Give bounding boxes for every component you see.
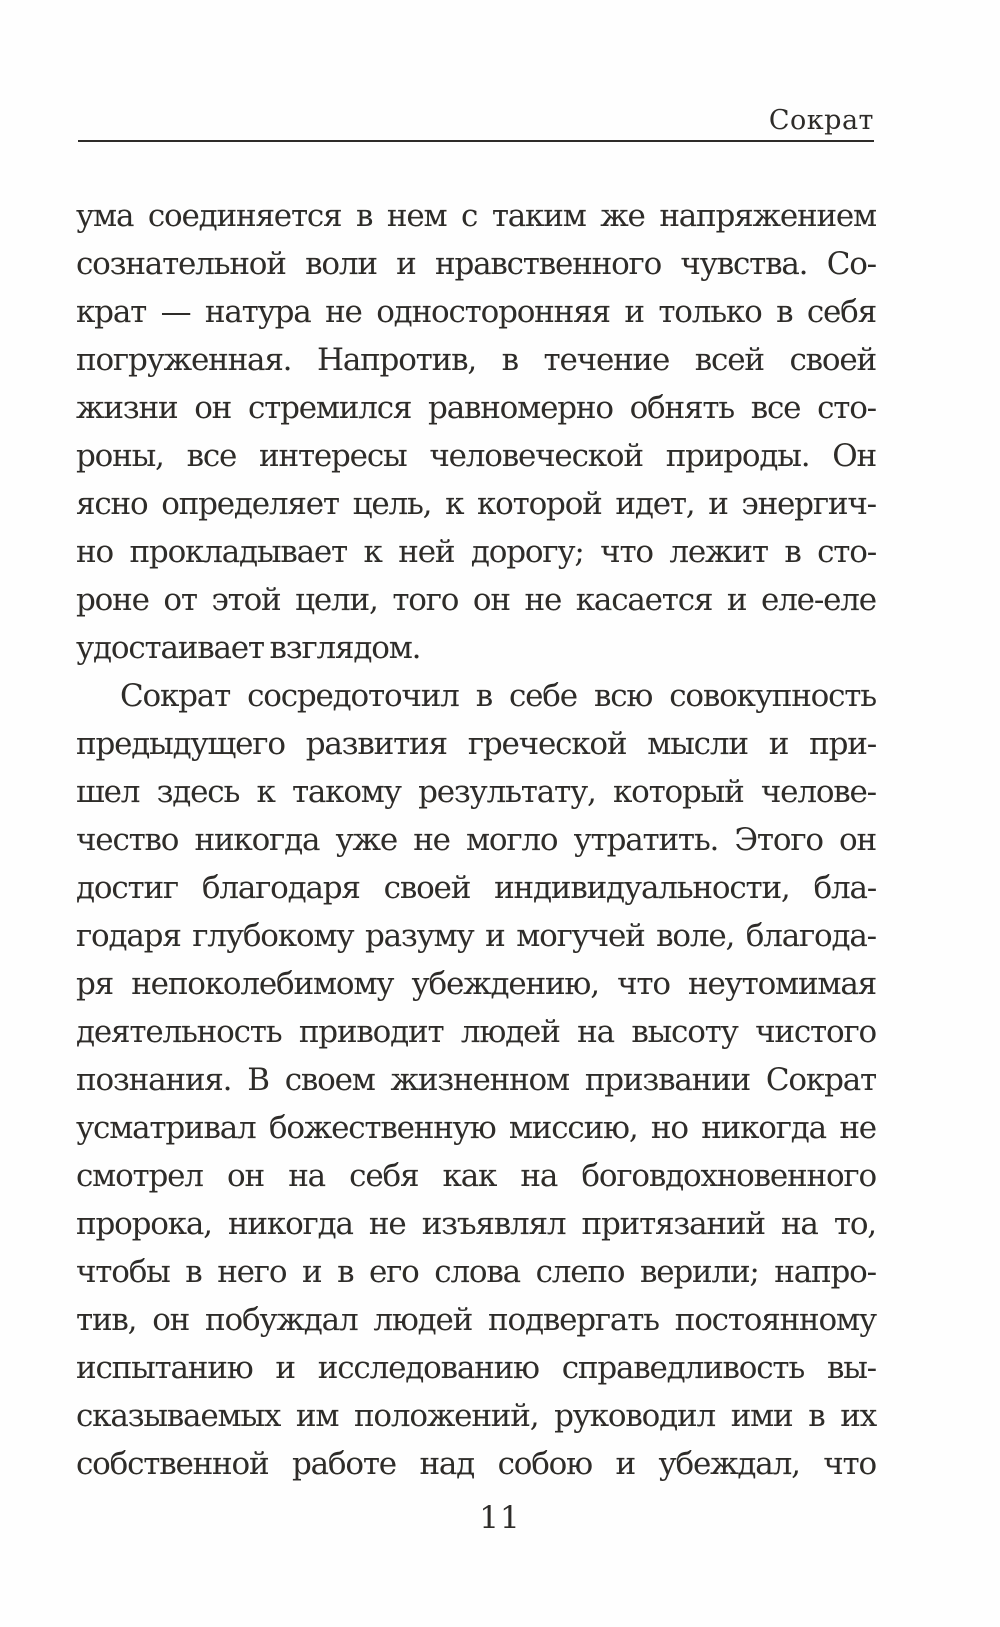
text-line — [76, 1056, 876, 1104]
text-line — [76, 816, 876, 864]
word: в — [501, 342, 518, 378]
word: в — [776, 294, 793, 330]
word: челове- — [760, 774, 876, 810]
word: такому — [291, 774, 401, 810]
word: роны, — [76, 438, 164, 474]
word: сосредоточил — [247, 678, 459, 714]
word: исследованию — [317, 1350, 539, 1386]
word: нравственного — [435, 246, 662, 282]
text-line — [76, 480, 876, 528]
text-line — [76, 432, 876, 480]
word: в — [475, 678, 492, 714]
word: в — [356, 198, 373, 234]
word: могло — [466, 822, 558, 858]
word: не — [839, 1110, 876, 1146]
word: при- — [809, 726, 876, 762]
page-number: 11 — [479, 1500, 521, 1536]
word: верили; — [639, 1254, 759, 1290]
word: цель, — [352, 486, 432, 522]
word: достиг — [76, 870, 178, 906]
word: стремился — [247, 390, 412, 426]
word: уже — [335, 822, 397, 858]
word: же — [600, 198, 645, 234]
text-line — [76, 192, 876, 240]
word: к — [363, 534, 382, 570]
text-line — [76, 960, 876, 1008]
text-line: удостаивает взглядом. — [76, 630, 421, 666]
word: постоянному — [674, 1302, 876, 1338]
word: и — [768, 726, 789, 762]
word: него — [217, 1254, 287, 1290]
word: подвергать — [488, 1302, 659, 1338]
word: напро- — [774, 1254, 876, 1290]
word: греческой — [467, 726, 627, 762]
text-line — [76, 1296, 876, 1344]
word: шел — [76, 774, 140, 810]
word: цели, — [295, 582, 378, 618]
word: сто- — [817, 534, 876, 570]
word: дорогу; — [470, 534, 584, 570]
word: годаря — [76, 918, 181, 954]
word: ими — [730, 1398, 793, 1434]
word: касается — [575, 582, 713, 618]
text-line — [76, 768, 876, 816]
word: лежит — [669, 534, 768, 570]
word: жизненном — [390, 1062, 569, 1098]
word: познания. — [76, 1062, 232, 1098]
word: еле-еле — [761, 582, 876, 618]
word: напряжением — [659, 198, 876, 234]
body-text — [76, 192, 876, 1488]
text-line — [76, 1152, 876, 1200]
word: ума — [76, 198, 134, 234]
word: соединяется — [147, 198, 342, 234]
word: и — [615, 1446, 635, 1482]
word: ясно — [76, 486, 148, 522]
word: не — [413, 822, 450, 858]
word: с — [461, 198, 478, 234]
word: никогда — [227, 1206, 353, 1242]
word: нем — [386, 198, 447, 234]
word: и — [726, 582, 747, 618]
word: чистого — [755, 1014, 876, 1050]
word: и — [624, 294, 644, 330]
word: сто- — [817, 390, 876, 426]
word: Со- — [826, 246, 876, 282]
word: убеждению, — [411, 966, 599, 1002]
word: к — [445, 486, 464, 522]
word: в — [337, 1254, 354, 1290]
word: могучей — [516, 918, 645, 954]
word: он — [839, 822, 876, 858]
word: чество — [76, 822, 179, 858]
word: все — [750, 390, 801, 426]
word: идет, — [615, 486, 695, 522]
text-line — [76, 384, 876, 432]
word: этой — [211, 582, 281, 618]
text-line — [76, 240, 876, 288]
word: здесь — [156, 774, 240, 810]
word: погруженная. — [76, 342, 292, 378]
word: ней — [398, 534, 455, 570]
word: своей — [789, 342, 876, 378]
word: в — [808, 1398, 825, 1434]
word: побуждал — [205, 1302, 358, 1338]
word: утратить. — [573, 822, 719, 858]
word: мысли — [647, 726, 748, 762]
text-line — [76, 336, 876, 384]
word: не — [368, 1206, 406, 1242]
word: человеческой — [429, 438, 643, 474]
word: интересы — [259, 438, 407, 474]
word: руководил — [554, 1398, 715, 1434]
word: на — [780, 1206, 818, 1242]
word: в — [784, 534, 801, 570]
word: чувства. — [680, 246, 808, 282]
word: боговдохновенного — [581, 1158, 876, 1194]
word: положений, — [353, 1398, 539, 1434]
word: в — [185, 1254, 202, 1290]
word: смотрел — [76, 1158, 203, 1194]
word: сознательной — [76, 246, 286, 282]
text-line — [76, 576, 876, 624]
word: тив, — [76, 1302, 137, 1338]
word: на — [520, 1158, 558, 1194]
word: который — [612, 774, 744, 810]
word: которой — [477, 486, 602, 522]
word: слепо — [535, 1254, 625, 1290]
word: крат — [76, 294, 147, 330]
word: что — [600, 534, 653, 570]
word: к — [256, 774, 275, 810]
word: глубокому — [192, 918, 354, 954]
word: себя — [806, 294, 876, 330]
word: людей — [460, 1014, 560, 1050]
word: себе — [509, 678, 577, 714]
word: от — [163, 582, 197, 618]
word: натура — [204, 294, 311, 330]
word: над — [419, 1446, 475, 1482]
word: развития — [305, 726, 447, 762]
word: себя — [349, 1158, 419, 1194]
word: приводит — [298, 1014, 444, 1050]
text-line — [76, 672, 876, 720]
word: воли — [305, 246, 377, 282]
word: справедливость — [561, 1350, 805, 1386]
word: — — [160, 294, 191, 330]
word: людей — [373, 1302, 473, 1338]
text-line — [76, 1344, 876, 1392]
word: и — [275, 1350, 295, 1386]
word: их — [840, 1398, 876, 1434]
word: неутомимая — [688, 966, 876, 1002]
word: равномерно — [428, 390, 613, 426]
word: божественную — [268, 1110, 496, 1146]
word: его — [368, 1254, 419, 1290]
word: он — [472, 582, 510, 618]
word: и — [396, 246, 416, 282]
word: им — [295, 1398, 339, 1434]
word: призвании — [584, 1062, 751, 1098]
word: усматривал — [76, 1110, 256, 1146]
word: все — [186, 438, 237, 474]
word: ря — [76, 966, 114, 1002]
text-line — [76, 864, 876, 912]
word: определяет — [161, 486, 339, 522]
word: Сократ — [765, 1062, 876, 1098]
word: он — [152, 1302, 190, 1338]
word: индивидуальности, — [494, 870, 790, 906]
word: своем — [284, 1062, 375, 1098]
word: предыдущего — [76, 726, 285, 762]
word: но — [76, 534, 113, 570]
word: как — [442, 1158, 497, 1194]
running-head — [78, 96, 874, 142]
word: В — [247, 1062, 269, 1098]
word: разуму — [364, 918, 474, 954]
word: он — [194, 390, 232, 426]
word: на — [577, 1014, 614, 1050]
word: природы. — [665, 438, 810, 474]
word: прокладывает — [129, 534, 347, 570]
word: изъявлял — [421, 1206, 566, 1242]
word: миссию, — [508, 1110, 638, 1146]
word: всю — [593, 678, 653, 714]
word: таким — [491, 198, 586, 234]
word: сказываемых — [76, 1398, 281, 1434]
word: чтобы — [76, 1254, 170, 1290]
word: своей — [383, 870, 471, 906]
word: энергич- — [741, 486, 876, 522]
word: Сократ — [120, 678, 231, 714]
word: не — [524, 582, 562, 618]
word: но — [650, 1110, 688, 1146]
word: непоколебимому — [131, 966, 394, 1002]
word: Напротив, — [316, 342, 476, 378]
word: на — [288, 1158, 325, 1194]
word: воле, — [656, 918, 735, 954]
word: собственной — [76, 1446, 269, 1482]
word: слова — [434, 1254, 520, 1290]
word: деятельность — [76, 1014, 282, 1050]
word: то, — [833, 1206, 876, 1242]
word: и — [485, 918, 505, 954]
text-line — [76, 1104, 876, 1152]
word: Этого — [734, 822, 823, 858]
word: вы- — [826, 1350, 876, 1386]
word: собою — [497, 1446, 592, 1482]
word: работе — [291, 1446, 396, 1482]
word: односторонняя — [376, 294, 610, 330]
word: того — [392, 582, 459, 618]
running-head-title: Сократ — [768, 105, 874, 136]
text-line — [76, 1248, 876, 1296]
word: убеждал, — [658, 1446, 800, 1482]
word: течение — [543, 342, 670, 378]
word: и — [301, 1254, 322, 1290]
word: притязаний — [581, 1206, 765, 1242]
text-line — [76, 528, 876, 576]
text-line — [76, 1440, 876, 1488]
word: совокупность — [669, 678, 876, 714]
word: никогда — [194, 822, 320, 858]
text-line — [76, 1008, 876, 1056]
word: он — [227, 1158, 264, 1194]
word: высоту — [631, 1014, 738, 1050]
word: что — [617, 966, 670, 1002]
text-line — [76, 1200, 876, 1248]
word: что — [823, 1446, 876, 1482]
word: испытанию — [76, 1350, 253, 1386]
word: никогда — [701, 1110, 826, 1146]
word: роне — [76, 582, 149, 618]
word: Он — [832, 438, 876, 474]
word: благодаря — [201, 870, 360, 906]
word: пророка, — [76, 1206, 212, 1242]
word: только — [658, 294, 762, 330]
text-line — [76, 720, 876, 768]
word: результату, — [418, 774, 596, 810]
word: жизни — [76, 390, 178, 426]
word: и — [708, 486, 728, 522]
text-line — [76, 912, 876, 960]
word: бла- — [813, 870, 876, 906]
word: обнять — [629, 390, 734, 426]
word: не — [325, 294, 362, 330]
word: всей — [694, 342, 764, 378]
text-line — [76, 288, 876, 336]
text-line — [76, 1392, 876, 1440]
word: благода- — [745, 918, 876, 954]
